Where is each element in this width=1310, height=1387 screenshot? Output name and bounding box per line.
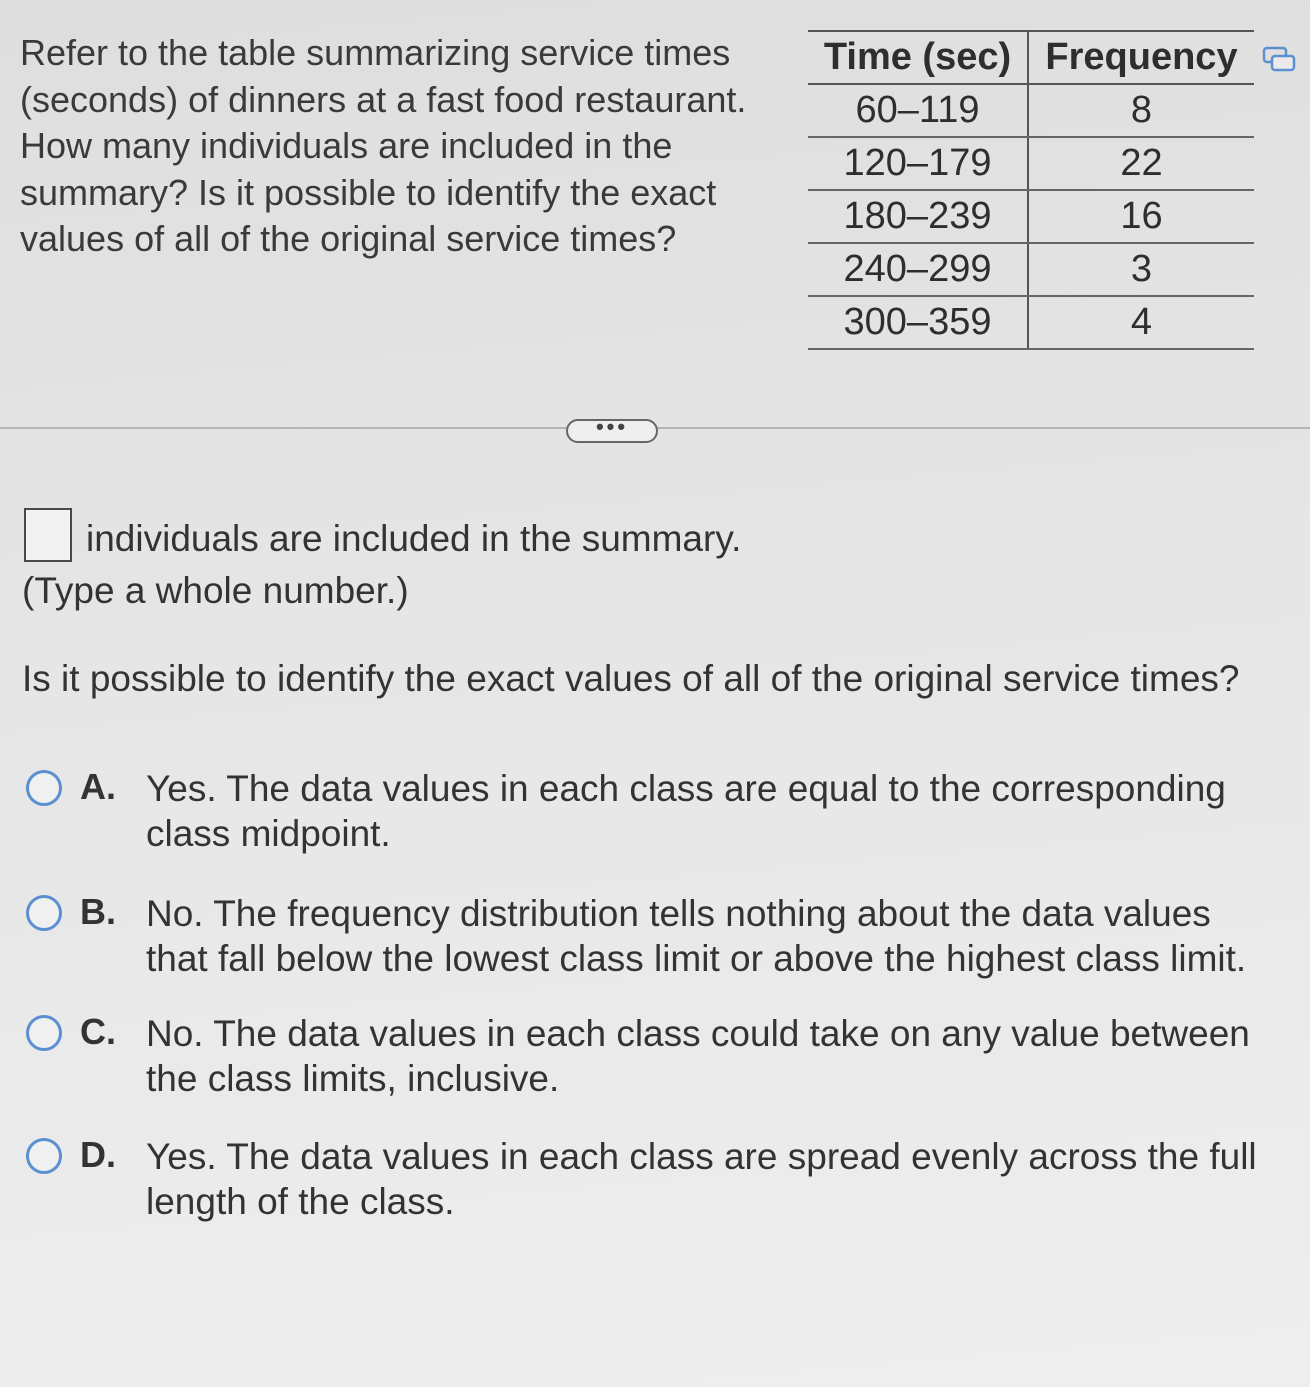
table-row (808, 137, 1254, 190)
option-letter: C. (80, 1011, 116, 1052)
header-frequency: Frequency (1028, 31, 1254, 84)
cell-frequency: 16 (1028, 190, 1254, 243)
radio-circle-icon[interactable] (26, 1138, 62, 1174)
answer-hint: (Type a whole number.) (22, 570, 409, 611)
option-text: No. The data values in each class could take on any value between the class limits, inclusive. (146, 1013, 1250, 1099)
table-row (808, 190, 1254, 243)
option-text: No. The frequency distribution tells nothing about the data values that fall below the lowest class limit or above the highest class limit. (146, 893, 1247, 979)
question-two: Is it possible to identify the exact values of all of the original service times? (22, 658, 1240, 699)
radio-circle-icon[interactable] (26, 895, 62, 931)
radio-circle-icon[interactable] (26, 1015, 62, 1051)
cell-time: 120–179 (808, 137, 1028, 190)
answer-suffix-text: individuals are included in the summary. (86, 518, 742, 559)
table-row (808, 84, 1254, 137)
more-dots-button[interactable] (566, 414, 658, 443)
option-text: Yes. The data values in each class are equal to the corresponding class midpoint. (146, 768, 1226, 854)
cell-time: 60–119 (808, 84, 1028, 137)
cell-time: 300–359 (808, 296, 1028, 349)
cell-frequency: 4 (1028, 296, 1254, 349)
option-letter: A. (80, 766, 116, 807)
table-header-row (808, 31, 1254, 84)
frequency-table (808, 30, 1254, 350)
cell-frequency: 8 (1028, 84, 1254, 137)
answer-input-box[interactable] (24, 508, 72, 562)
option-letter: D. (80, 1134, 116, 1175)
radio-circle-icon[interactable] (26, 770, 62, 806)
cell-time: 180–239 (808, 190, 1028, 243)
header-time: Time (sec) (808, 31, 1028, 84)
more-dots-icon: ••• (595, 414, 629, 439)
cell-frequency: 22 (1028, 137, 1254, 190)
table-row (808, 296, 1254, 349)
table-row (808, 243, 1254, 296)
option-letter: B. (80, 891, 116, 932)
option-text: Yes. The data values in each class are spread evenly across the full length of the class. (146, 1136, 1257, 1222)
cell-frequency: 3 (1028, 243, 1254, 296)
cell-time: 240–299 (808, 243, 1028, 296)
copy-icon[interactable] (1262, 46, 1296, 74)
question-text: Refer to the table summarizing service times (seconds) of dinners at a fast food restaurant. How many individuals are included in the summary? Is it possible to identify the exact values of all of the original service times? (20, 32, 747, 259)
